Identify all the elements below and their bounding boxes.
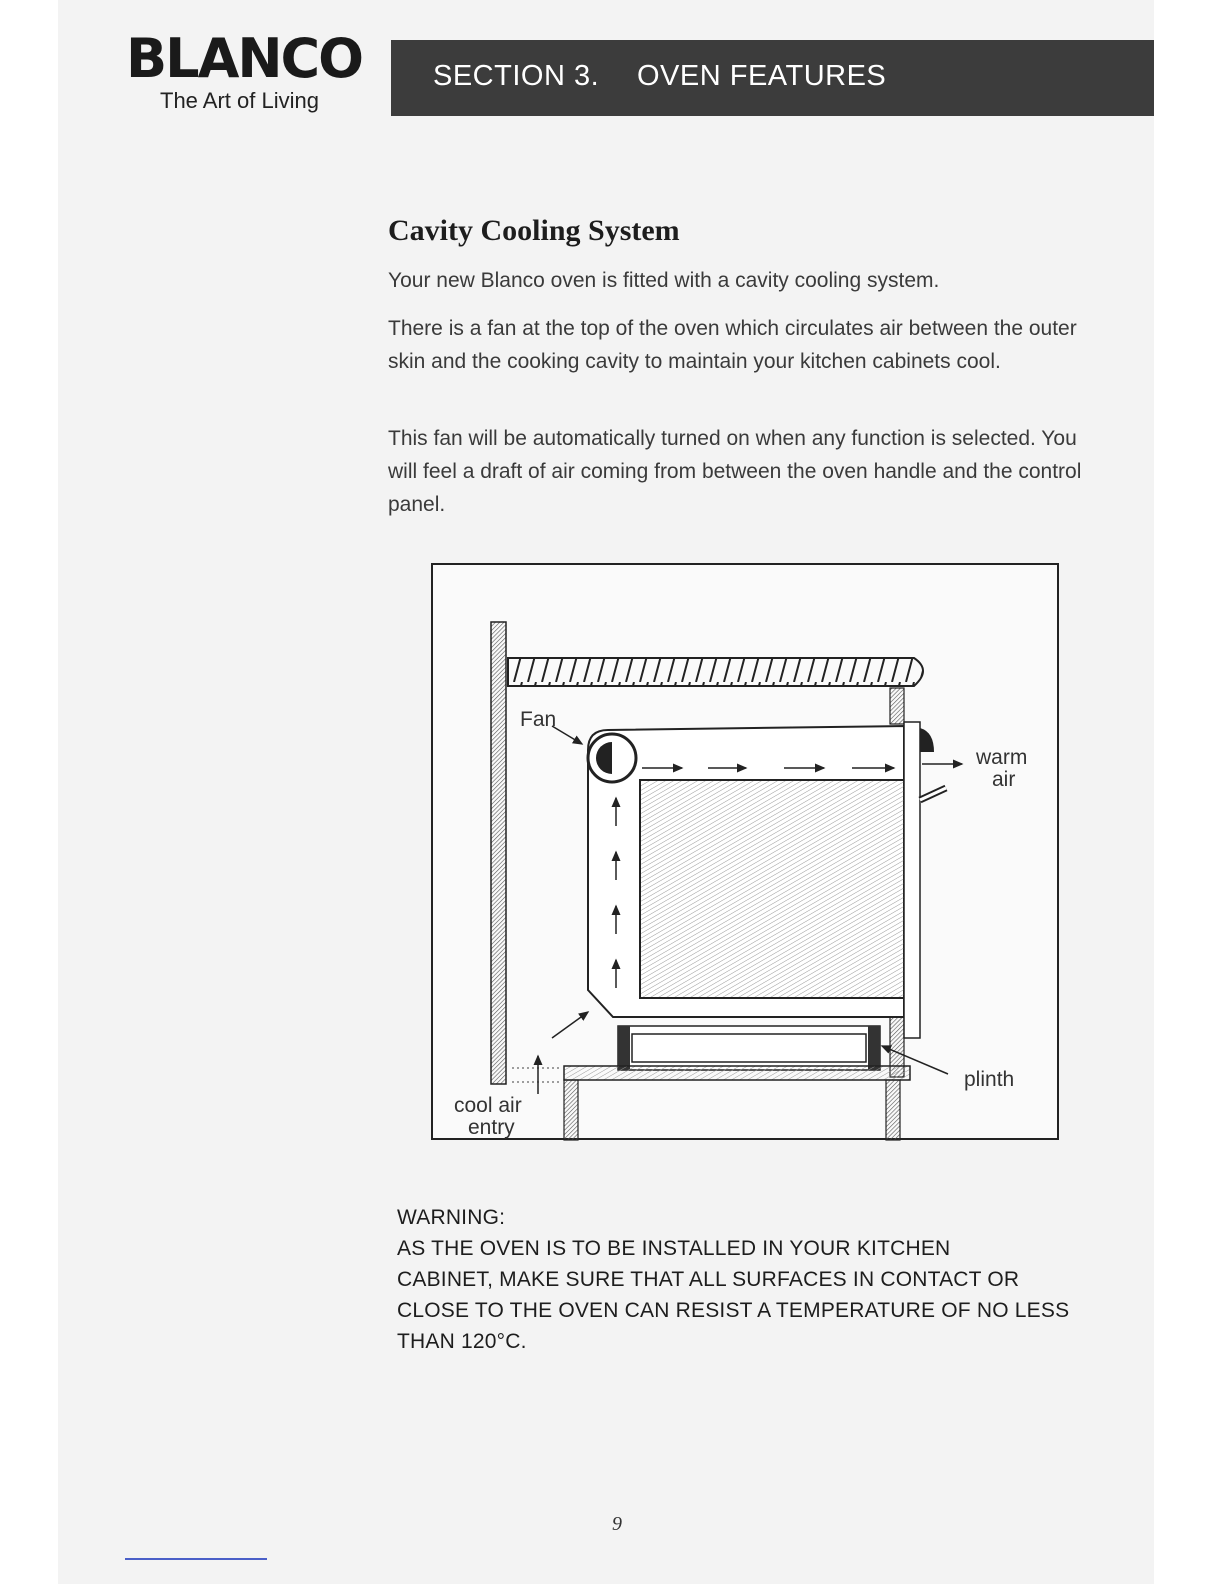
- cabinet-shelf: [564, 1066, 910, 1080]
- worktop: [508, 658, 923, 686]
- warning-line: THAN 120°C.: [397, 1330, 527, 1353]
- label-warm-air-1: warm: [976, 746, 1028, 769]
- label-cool-air-1: cool air: [454, 1094, 522, 1117]
- oven-door: [904, 722, 920, 1038]
- plinth: [632, 1034, 866, 1062]
- cooling-diagram: [428, 562, 1068, 1146]
- warning-title: WARNING:: [397, 1206, 506, 1229]
- brand-tagline: The Art of Living: [160, 88, 319, 113]
- section-banner: [391, 40, 1154, 116]
- page-heading: Cavity Cooling System: [388, 214, 680, 247]
- warning-block: [397, 1202, 1117, 1357]
- page-number: 9: [612, 1513, 622, 1535]
- brand-logo: [126, 28, 376, 118]
- label-fan: Fan: [520, 708, 557, 731]
- paragraph-draft: This fan will be automatically turned on when any function is selected. You will feel a draft of air coming from between the oven handle and the control panel.: [388, 427, 1082, 516]
- warning-line: CLOSE TO THE OVEN CAN RESIST A TEMPERATURE OF NO LESS: [397, 1299, 1070, 1322]
- cooking-cavity: [640, 780, 908, 998]
- warning-line: CABINET, MAKE SURE THAT ALL SURFACES IN CONTACT OR: [397, 1268, 1020, 1291]
- label-cool-air-2: entry: [468, 1116, 515, 1139]
- footer-rule: [125, 1558, 267, 1560]
- warning-line: AS THE OVEN IS TO BE INSTALLED IN YOUR KITCHEN: [397, 1237, 951, 1260]
- section-number: SECTION 3.: [433, 60, 600, 92]
- paragraph-fan: There is a fan at the top of the oven which circulates air between the outer skin and the cooking cavity to maintain your kitchen cabinets cool.: [388, 317, 1077, 373]
- label-plinth: plinth: [964, 1068, 1015, 1091]
- cabinet-wall: [491, 622, 506, 1084]
- paragraph-intro: Your new Blanco oven is fitted with a cavity cooling system.: [388, 269, 940, 292]
- section-title: OVEN FEATURES: [637, 60, 887, 92]
- label-warm-air-2: air: [992, 768, 1016, 791]
- brand-name: BLANCO: [126, 27, 363, 90]
